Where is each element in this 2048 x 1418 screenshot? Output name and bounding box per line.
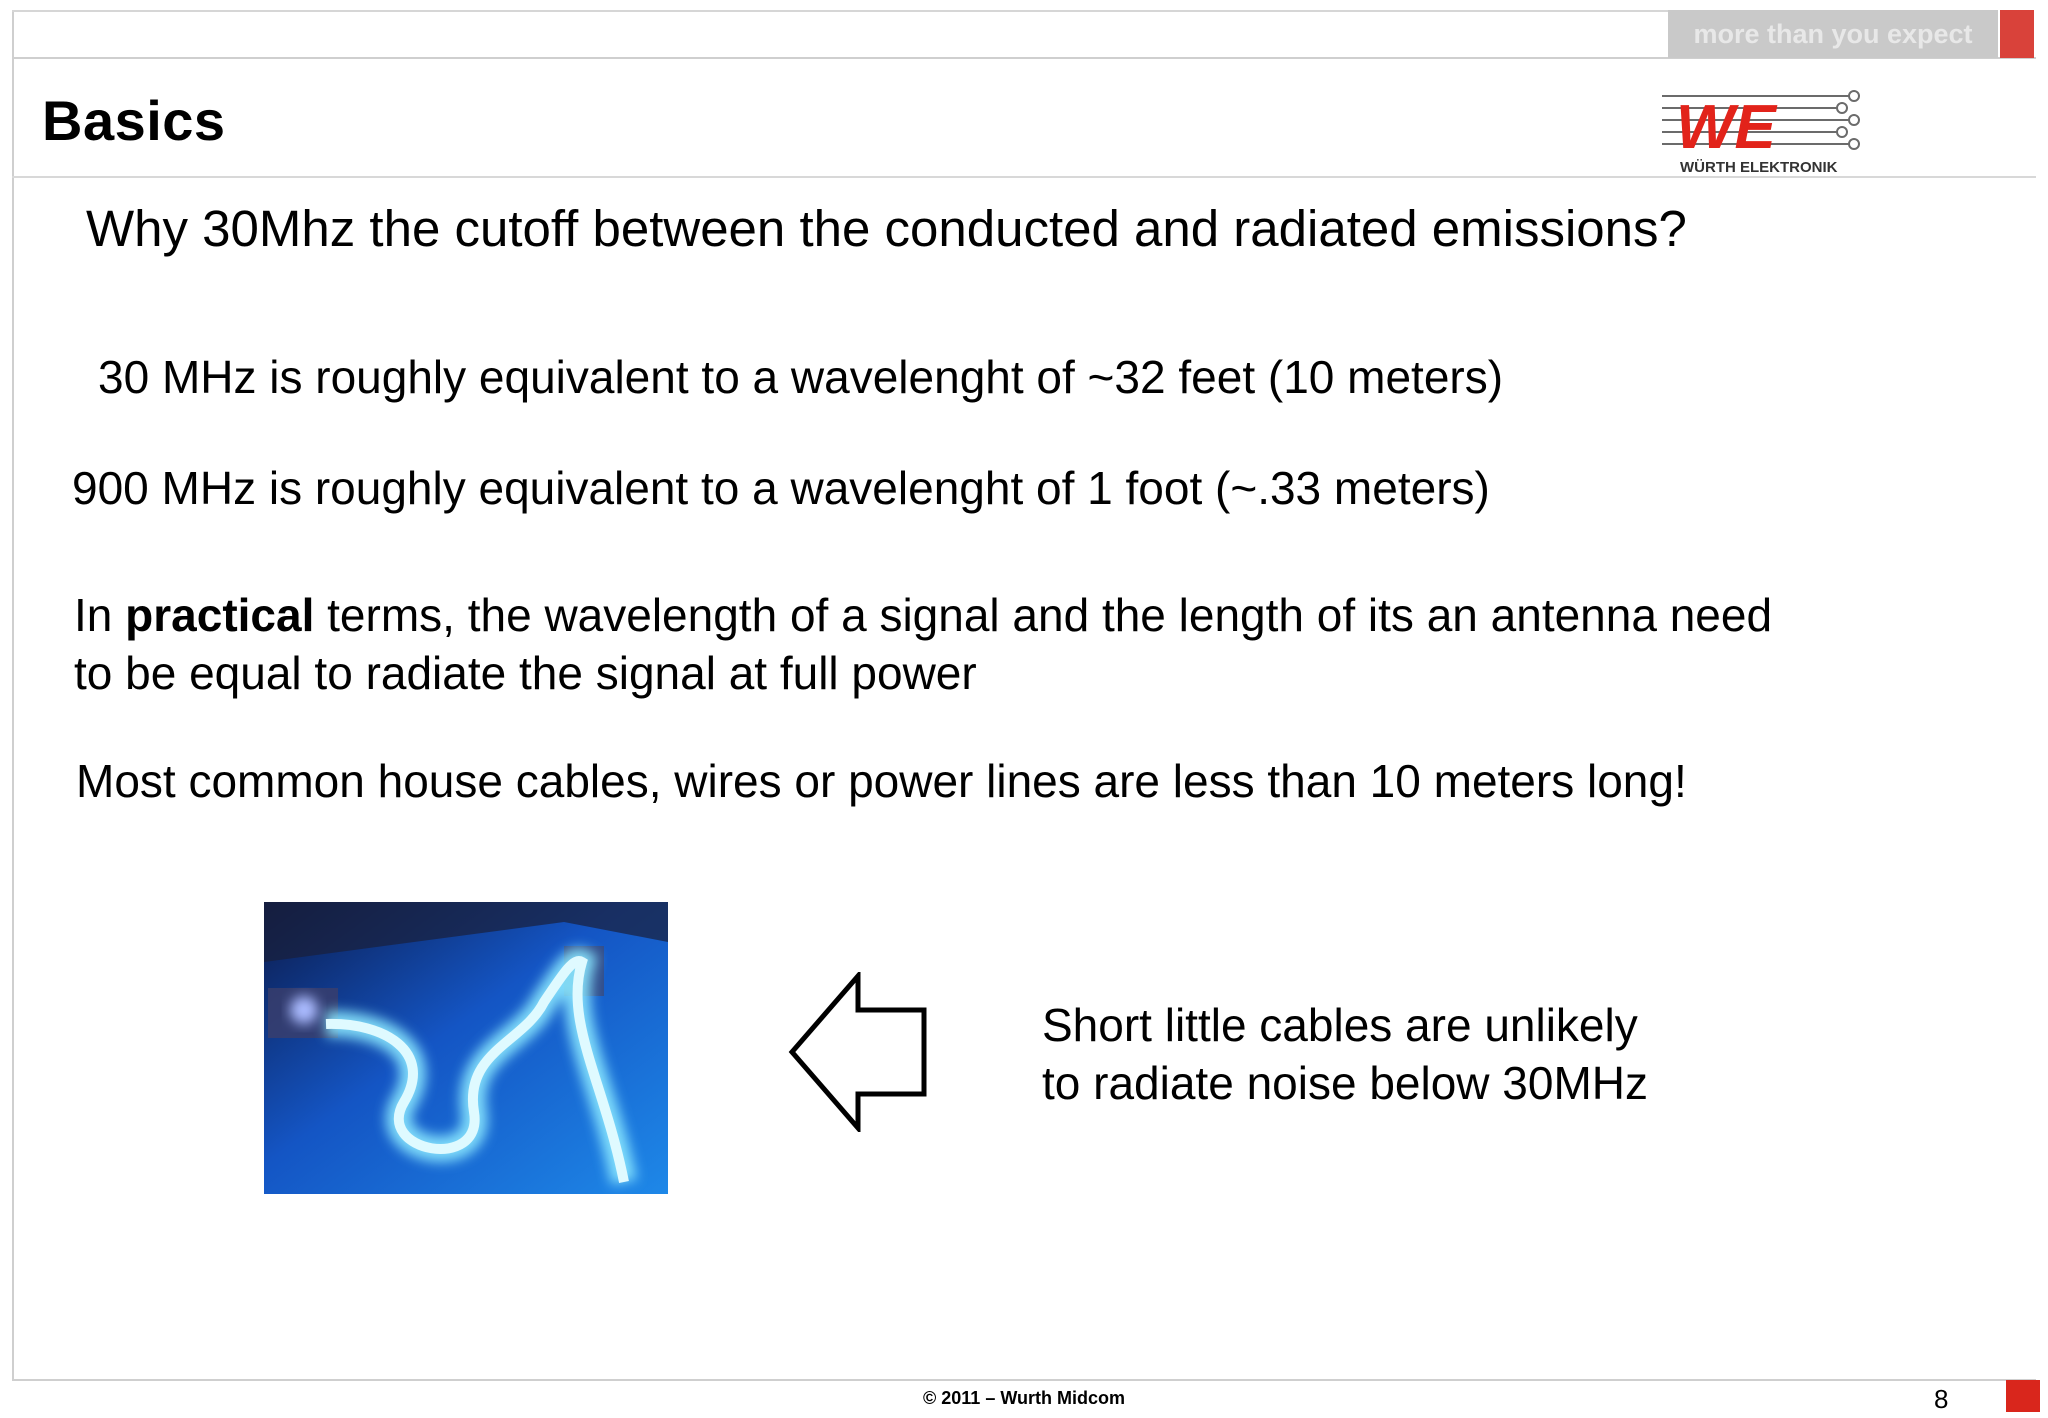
frame-top-line (12, 10, 1668, 12)
corner-red-block (2006, 1380, 2040, 1412)
tagline-banner: more than you expect (1668, 10, 1998, 58)
practical-line-1: In practical terms, the wavelength of a signal and the length of its an antenna need (74, 589, 1773, 641)
wurth-elektronik-logo (1662, 82, 1868, 178)
cables-length-note: Most common house cables, wires or power lines are less than 10 meters long! (76, 755, 1687, 807)
wavelength-900mhz-text: 900 MHz is roughly equivalent to a wavelenght of 1 foot (~.33 meters) (72, 462, 1490, 514)
logo-wordmark: WÜRTH ELEKTRONIK (1680, 159, 1838, 176)
question-heading: Why 30Mhz the cutoff between the conducted and radiated emissions? (86, 200, 1687, 257)
practical-bold-word: practical (125, 589, 315, 641)
copyright-footer: © 2011 – Wurth Midcom (923, 1388, 1125, 1408)
short-cables-note (1042, 996, 1648, 1112)
wavelength-30mhz-text: 30 MHz is roughly equivalent to a wavelenght of ~32 feet (10 meters) (98, 351, 1504, 403)
page-number: 8 (1934, 1384, 1949, 1414)
frame-left-line (12, 10, 14, 1380)
short-cables-line-2: to radiate noise below 30MHz (1042, 1057, 1648, 1109)
footer-divider (12, 1379, 2036, 1381)
page-title: Basics (42, 89, 226, 152)
practical-terms-paragraph (74, 586, 1772, 702)
svg-text:WE: WE (1676, 93, 1776, 162)
practical-line-2: to be equal to radiate the signal at full power (74, 647, 977, 699)
tagline-red-block (2000, 10, 2034, 58)
glowing-cable-photo (264, 902, 668, 1194)
left-arrow-icon (788, 972, 928, 1132)
short-cables-line-1: Short little cables are unlikely (1042, 999, 1638, 1051)
